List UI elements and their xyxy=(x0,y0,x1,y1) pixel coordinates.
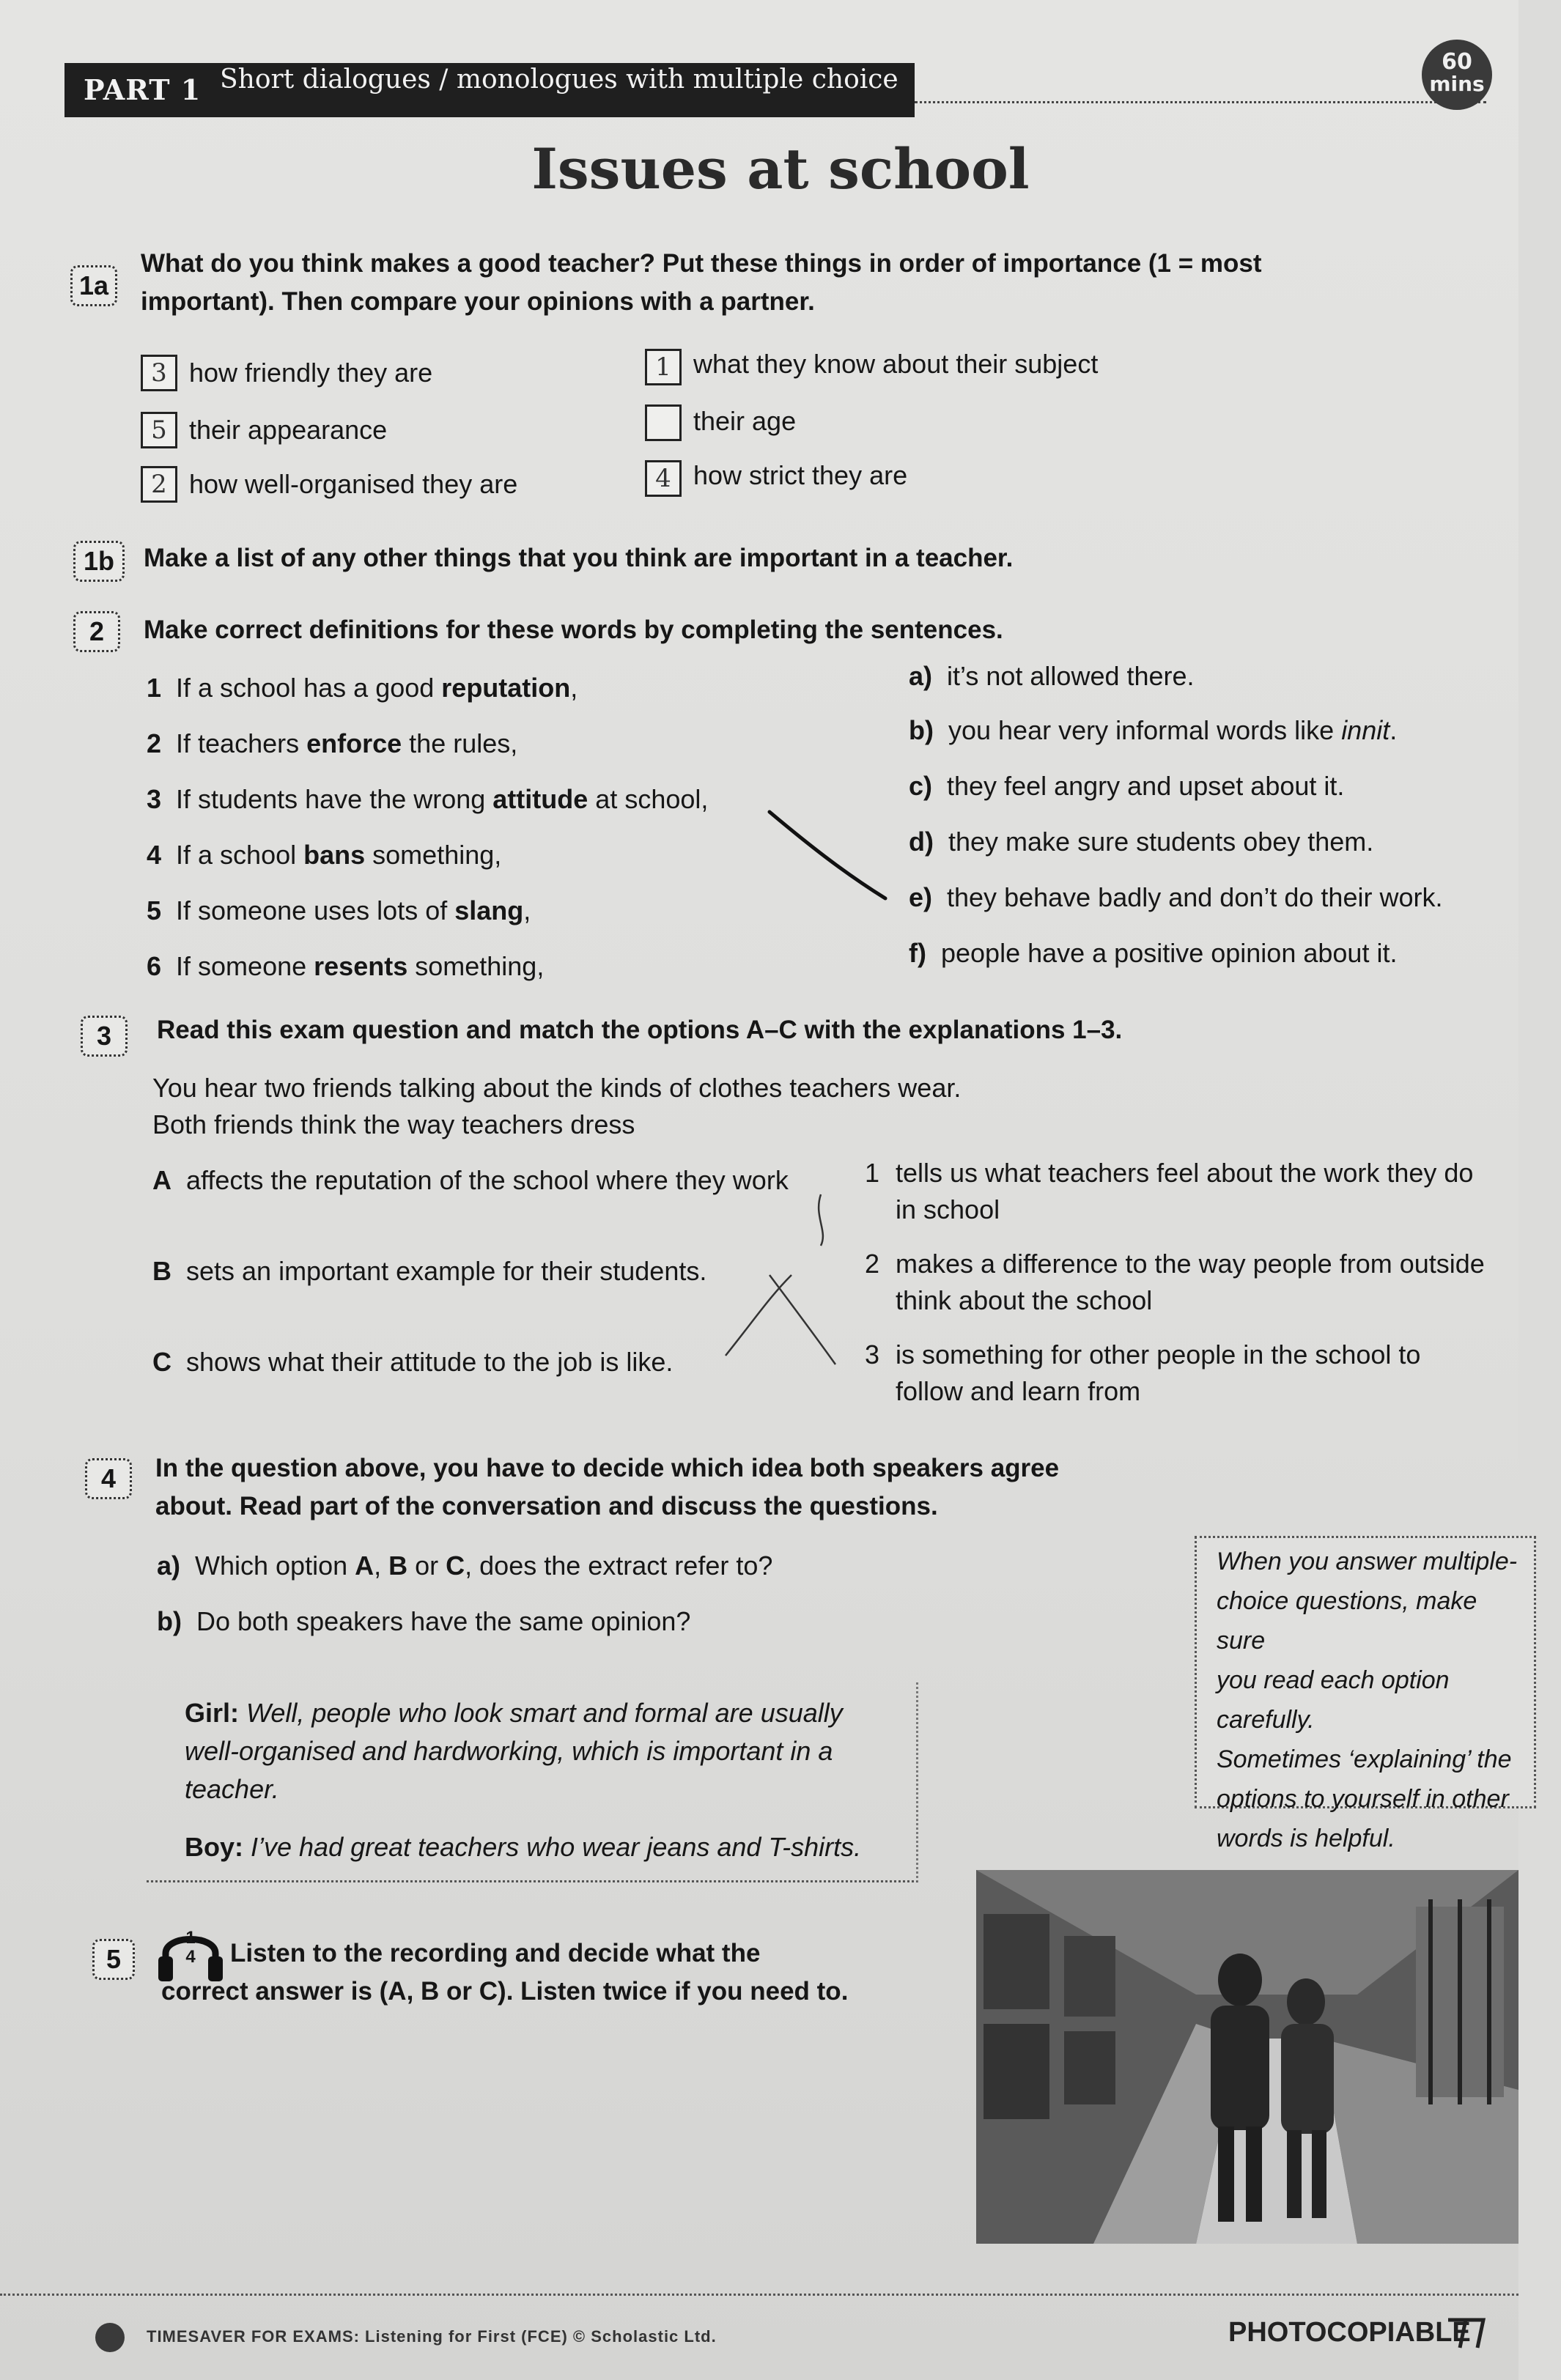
option-b: B sets an important example for their students. xyxy=(152,1256,707,1286)
exercise-1b-badge: 1b xyxy=(73,541,125,582)
footer-photocopiable: PHOTOCOPIABLE xyxy=(1228,2317,1471,2348)
time-badge xyxy=(1422,40,1492,110)
definition-stem-2: 2 If teachers enforce the rules, xyxy=(147,728,518,758)
explanation-2-number: 2 xyxy=(865,1249,880,1279)
exercise-2-instruction: Make correct definitions for these words by completing the sentences. xyxy=(144,616,1003,644)
exercise-2-badge: 2 xyxy=(73,611,120,652)
rank-box-friendly[interactable]: 3 xyxy=(141,355,177,391)
exam-question-line-2: Both friends think the way teachers dress xyxy=(152,1109,635,1139)
explanation-2-line-1: makes a difference to the way people from outside xyxy=(896,1249,1485,1279)
page-number-dot xyxy=(95,2323,125,2352)
option-a: A affects the reputation of the school where they work xyxy=(152,1165,789,1195)
rank-label-friendly: how friendly they are xyxy=(189,358,433,388)
definition-stem-6: 6 If someone resents something, xyxy=(147,951,545,981)
explanation-2-line-2: think about the school xyxy=(896,1285,1153,1315)
dialogue-girl: Girl: Well, people who look smart and formal are usually well-organised and hardworking, which is important in a teacher. xyxy=(185,1698,843,1804)
question-4b: b) Do both speakers have the same opinion? xyxy=(157,1606,691,1636)
time-value: 60 xyxy=(1442,49,1472,75)
definition-ending-b: b) you hear very informal words like innit. xyxy=(909,715,1398,745)
exam-tip-text: When you answer multiple- choice questions, make sure you read each option carefully. Sometimes ‘explaining’ the options to yourself in other words is helpful. xyxy=(1217,1548,1518,1852)
exercise-1a-instruction: What do you think makes a good teacher? Put these things in order of importance (1 = most important). Then compare your opinions with a partner. xyxy=(141,249,1262,316)
photocopy-icon xyxy=(1444,2314,1488,2354)
definition-stem-1: 1 If a school has a good reputation, xyxy=(147,673,578,703)
time-unit: mins xyxy=(1429,72,1485,96)
rank-box-appearance[interactable]: 5 xyxy=(141,412,177,448)
explanation-1-line-2: in school xyxy=(896,1194,1000,1224)
exercise-1b-instruction: Make a list of any other things that you think are important in a teacher. xyxy=(144,544,1014,572)
photo-students-corridor xyxy=(976,1870,1518,2244)
footer-copyright: TIMESAVER FOR EXAMS: Listening for First (FCE) © Scholastic Ltd. xyxy=(147,2327,717,2346)
dialogue-boy: Boy: I’ve had great teachers who wear jeans and T-shirts. xyxy=(185,1832,862,1862)
definition-stem-5: 5 If someone uses lots of slang, xyxy=(147,895,531,925)
footer-rule xyxy=(0,2294,1518,2296)
rank-label-strict: how strict they are xyxy=(693,460,908,490)
pencil-match-lines-ex3 xyxy=(711,1172,857,1385)
explanation-3-line-1: is something for other people in the school to xyxy=(896,1339,1421,1370)
exercise-3-badge: 3 xyxy=(81,1016,128,1057)
exercise-1a-badge: 1a xyxy=(70,265,117,306)
definition-ending-a: a) it’s not allowed there. xyxy=(909,661,1195,691)
explanation-1-line-1: tells us what teachers feel about the work they do xyxy=(896,1158,1474,1188)
part-title: Short dialogues / monologues with multiple choice xyxy=(220,64,898,95)
rank-label-appearance: their appearance xyxy=(189,415,388,445)
option-c: C shows what their attitude to the job is like. xyxy=(152,1347,674,1377)
header-rule xyxy=(915,101,1486,103)
rank-label-subject: what they know about their subject xyxy=(693,349,1099,379)
exercise-3-instruction: Read this exam question and match the options A–C with the explanations 1–3. xyxy=(157,1016,1123,1044)
explanation-1-number: 1 xyxy=(865,1158,880,1188)
rank-label-organised: how well-organised they are xyxy=(189,469,518,499)
exercise-5-instruction-line-1: Listen to the recording and decide what the xyxy=(230,1939,761,1967)
exercise-5-instruction-line-2: correct answer is (A, B or C). Listen twice if you need to. xyxy=(161,1977,849,2006)
track-number: 1 4 xyxy=(185,1928,196,1967)
rank-box-age[interactable] xyxy=(645,404,682,441)
definition-ending-d: d) they make sure students obey them. xyxy=(909,827,1374,857)
exam-question-line-1: You hear two friends talking about the kinds of clothes teachers wear. xyxy=(152,1073,962,1103)
rank-box-subject[interactable]: 1 xyxy=(645,349,682,385)
exercise-4-instruction-line-1: In the question above, you have to decide which idea both speakers agree xyxy=(155,1454,1060,1482)
exercise-4-instruction-line-2: about. Read part of the conversation and discuss the questions. xyxy=(155,1492,938,1520)
exercise-4-badge: 4 xyxy=(85,1458,132,1499)
explanation-3-number: 3 xyxy=(865,1339,880,1370)
explanation-3-line-2: follow and learn from xyxy=(896,1376,1141,1406)
definition-stem-4: 4 If a school bans something, xyxy=(147,840,502,870)
definition-ending-f: f) people have a positive opinion about it. xyxy=(909,938,1398,968)
rank-box-organised[interactable]: 2 xyxy=(141,466,177,503)
rank-label-age: their age xyxy=(693,406,797,436)
rank-box-strict[interactable]: 4 xyxy=(645,460,682,497)
question-4a: a) Which option A, B or C, does the extract refer to? xyxy=(157,1551,773,1581)
exercise-5-badge: 5 xyxy=(92,1939,135,1980)
definition-stem-3: 3 If students have the wrong attitude at school, xyxy=(147,784,709,814)
part-label: PART 1 xyxy=(84,73,202,106)
definition-ending-c: c) they feel angry and upset about it. xyxy=(909,771,1345,801)
pencil-match-line xyxy=(762,806,894,909)
page-title: Issues at school xyxy=(531,136,1030,202)
definition-ending-e: e) they behave badly and don’t do their work. xyxy=(909,882,1443,912)
